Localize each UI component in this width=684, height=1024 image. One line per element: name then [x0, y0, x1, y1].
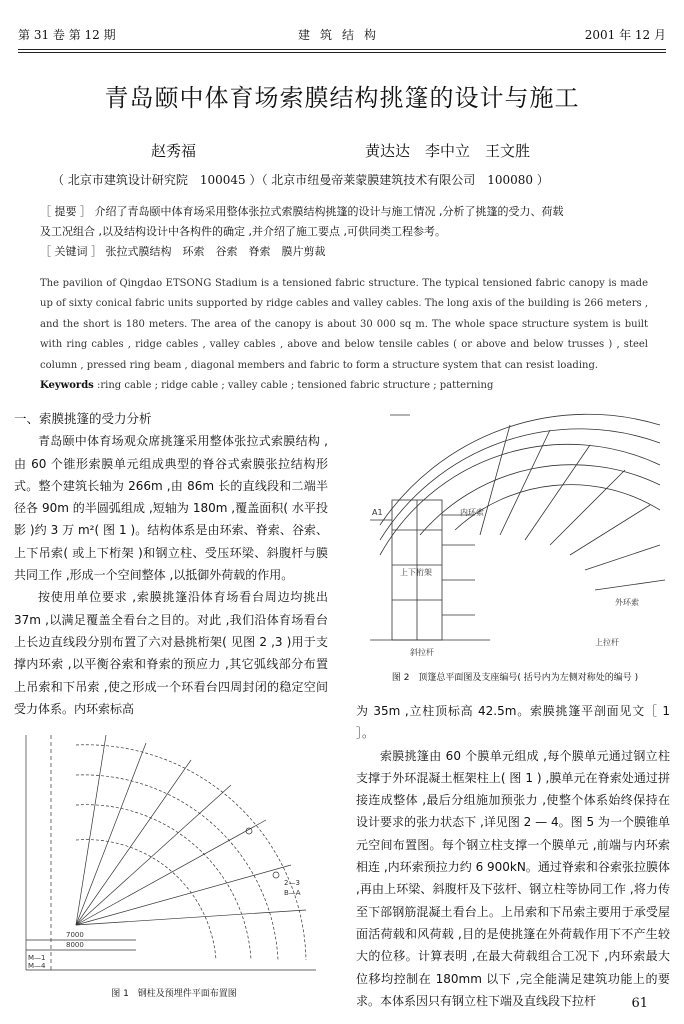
page-number: 61 [631, 996, 648, 1011]
header-volume: 第 31 卷 第 12 期 [18, 28, 116, 42]
figure-1-caption: 图 1 钢柱及预埋件平面布置图 [111, 989, 237, 999]
fig1-label-23: 2—3 [284, 879, 300, 887]
fig1-label-m4: M—4 [28, 962, 46, 970]
fig2-label-a1: A1 [372, 508, 383, 517]
abstract-en [40, 274, 648, 396]
header-rule-top [18, 49, 666, 50]
figure-2-caption: 图 2 顶篷总平面图及支座编号( 括号内为左侧对称处的编号 ) [391, 673, 639, 683]
keywords-en-label: Keywords [40, 380, 94, 392]
running-header [18, 26, 666, 48]
right-column [356, 700, 670, 1012]
right-paragraph-2: 索膜挑篷由 60 个膜单元组成 ,每个膜单元通过钢立柱支撑于外环混凝土框架柱上( 图 1 ) ,膜单元在脊索处通过拼接连成整体 ,最后分组施加预张力 ,使整个体系始终保持在设计要求的张力状态下 ,详见图 2 — 4。图 5 为一个膜锥单元空间布置图。每个钢立柱支撑一个膜单元 ,前端与内环索相连 ,内环索预拉力约 6 900kN。通过脊索和谷索张拉膜体 ,再由上环梁、斜腹杆及下弦杆、钢立柱等协同工作 ,将力传至下部钢筋混凝土看台上。上吊索和下吊索主要用于承受屋面活荷载和风荷载 ,目的是使挑篷在外荷载作用下不产生较大的位移。计算表明 ,在最大荷载组合工况下 ,内环索最大位移均控制在 180mm 以下 ,完全能满足建筑功能上的要求。本体系因只有钢立柱下端及直线段下拉杆 [356, 748, 670, 1008]
figure-2-canopy-plan [360, 405, 680, 665]
abstract-zh-line1: ［ 提要 ］ 介绍了青岛颐中体育场采用整体张拉式索膜结构挑篷的设计与施工情况 ,分析了挑篷的受力、荷载 [40, 205, 564, 218]
fig2-label-upper-tie: 上拉杆 [595, 638, 619, 647]
left-column [14, 408, 328, 720]
abstract-zh-line2: 及工况组合 ,以及结构设计中各构件的确定 ,并介绍了施工要点 ,可供同类工程参考。 [40, 225, 446, 238]
abstract-en-text: The pavilion of Qingdao ETSONG Stadium is a tensioned fabric structure. The typical tensioned fabric canopy is made up of sixty conical fabric units supported by ridge cables and valley cables. The long axis of the building is 266 meters , and the short is 180 meters. The area of the canopy is about 30 000 sq m. The whole space structure system is built with ring cables , ridge cables , valley cables , above and below tensile cables ( or above and below trusses ) , steel column , pressed ring beam , diagonal members and fabric to form a structure system that can resist loading. [40, 278, 648, 371]
fig2-label-inner-ring: 内环索 [460, 508, 484, 517]
abstract-zh [40, 202, 648, 262]
fig1-label-ba: B—A [284, 889, 301, 897]
right-paragraph-1: 为 35m ,立柱顶标高 42.5m。索膜挑篷平剖面见文［ 1 ］。 [356, 704, 670, 741]
left-paragraph-2: 按使用单位要求 ,索膜挑篷沿体育场看台周边均挑出 37m ,以满足覆盖全看台之目的。对此 ,我们沿体育场看台上长边直线段分别布置了六对悬挑桁架( 见图 2 ,3 )用于支撑内环索 ,以平衡谷索和脊索的预应力 ,其它弧线部分布置上吊索和下吊索 ,使之形成一个环看台四周封闭的稳定空间受力体系。内环索标高 [14, 590, 328, 716]
keywords-zh: ［ 关键词 ］ 张拉式膜结构 环索 谷索 脊索 膜片剪裁 [40, 245, 326, 258]
paper-title: 青岛颐中体育场索膜结构挑篷的设计与施工 [104, 84, 580, 112]
fig2-label-truss: 上下桁架 [400, 568, 432, 577]
fig2-label-diagonal: 斜拉杆 [410, 648, 434, 657]
fig2-label-outer-ring: 外环索 [615, 598, 639, 607]
header-date: 2001 年 12 月 [584, 28, 666, 42]
left-paragraph-1: 青岛颐中体育场观众席挑篷采用整体张拉式索膜结构 ,由 60 个锥形索膜单元组成典型的脊谷式索膜张拉结构形式。整个建筑长轴为 266m ,由 86m 长的直线段和二端半径各 90m 的半圆弧组成 ,短轴为 180m ,覆盖面积( 水平投影 )约 3 万 m²( 图 1 )。结构体系是由环索、脊索、谷索、上下吊索( 或上下桁架 )和钢立柱、受压环梁、斜腹杆与膜共同工作 ,形成一个空间整体 ,以抵御外荷载的作用。 [14, 434, 328, 583]
keywords-en: :ring cable ; ridge cable ; valley cable ; tensioned fabric structure ; patterning [93, 380, 494, 392]
header-journal: 建筑结构 [297, 28, 386, 42]
header-rule-bottom [18, 52, 666, 53]
affiliations: （ 北京市建筑设计研究院 100045 ）（ 北京市纽曼帝莱蒙膜建筑技术有限公司 100080 ） [52, 173, 549, 187]
section-heading: 一、索膜挑篷的受力分析 [14, 411, 152, 426]
fig1-label-8000: 8000 [66, 941, 84, 949]
fig1-label-7000: 7000 [66, 931, 84, 939]
figure-1-column-layout [16, 725, 332, 980]
fig1-label-m1: M—1 [28, 954, 46, 962]
author-right: 黄达达 李中立 王文胜 [365, 142, 531, 160]
author-left: 赵秀福 [151, 142, 197, 160]
